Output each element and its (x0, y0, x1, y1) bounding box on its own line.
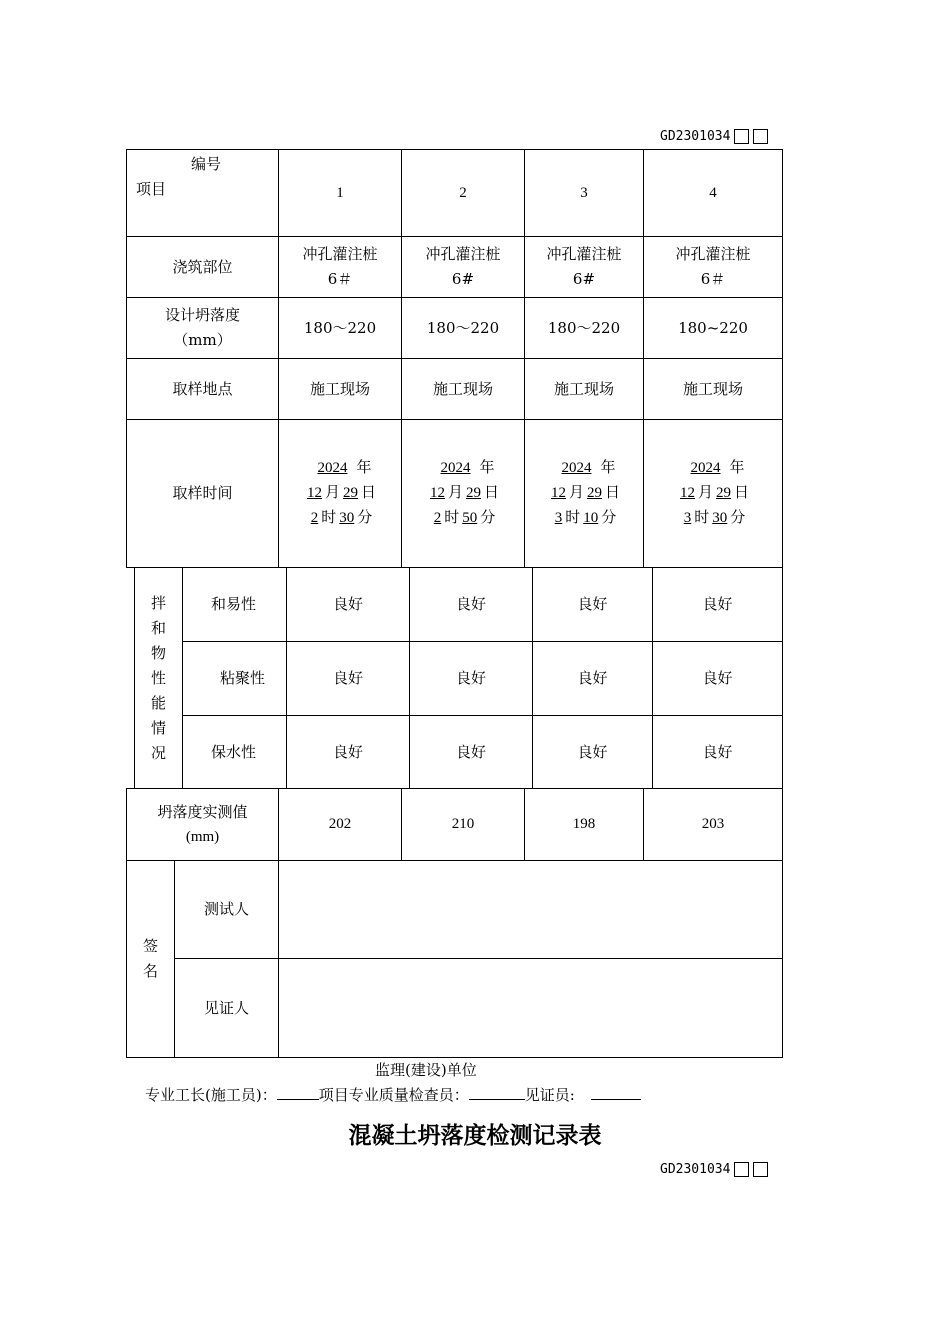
sampling-place-value: 施工现场 (401, 358, 525, 420)
form-code-text: GD2301034 (660, 1162, 731, 1177)
column-header-2: 2 (401, 149, 525, 237)
measured-slump-label-text: 坍落度实测值 (157, 802, 248, 821)
month-unit: 月 (697, 485, 713, 501)
cohesion-label: 粘聚性 (182, 641, 287, 716)
hour-unit: 时 (694, 510, 710, 526)
day-value: 29 (716, 485, 731, 501)
month-value: 12 (429, 485, 445, 501)
hour-value: 2 (310, 510, 319, 526)
measured-slump-value: 202 (278, 788, 402, 861)
water-retention-value: 良好 (652, 715, 783, 789)
minute-value: 50 (462, 510, 478, 526)
sampling-place-value: 施工现场 (524, 358, 644, 420)
measured-slump-unit: (mm) (185, 828, 220, 845)
workability-value: 良好 (532, 567, 653, 642)
workability-label: 和易性 (182, 567, 287, 642)
group-char: 情 (150, 718, 166, 737)
year-value: 2024 (440, 460, 471, 476)
cohesion-value: 良好 (652, 641, 783, 716)
workability-value: 良好 (652, 567, 783, 642)
group-char: 况 (150, 743, 166, 762)
pile-type: 冲孔灌注桩 (675, 245, 751, 263)
year-unit: 年 (600, 460, 616, 476)
year-value: 2024 (561, 460, 592, 476)
month-unit: 月 (568, 485, 584, 501)
inspector-label: 项目专业质量检查员： (318, 1086, 469, 1104)
minute-unit: 分 (601, 510, 617, 526)
hour-unit: 时 (321, 510, 337, 526)
sampling-place-value: 施工现场 (278, 358, 402, 420)
design-slump-value: 180~220 (643, 297, 783, 359)
sampling-place-value: 施工现场 (643, 358, 783, 420)
column-header-1: 1 (278, 149, 402, 237)
item-label: 项目 (136, 180, 167, 198)
hour-unit: 时 (565, 510, 581, 526)
month-value: 12 (550, 485, 566, 501)
group-char: 性 (150, 668, 166, 687)
cohesion-value: 良好 (409, 641, 533, 716)
number-label: 编号 (191, 155, 222, 173)
measured-slump-value: 198 (524, 788, 644, 861)
pile-number: 6# (572, 270, 596, 288)
day-unit: 日 (484, 485, 500, 501)
sampling-time-cell (401, 419, 525, 568)
year-unit: 年 (356, 460, 372, 476)
form-code-bottom (660, 1162, 768, 1177)
workability-value: 良好 (286, 567, 410, 642)
pile-type: 冲孔灌注桩 (546, 245, 622, 263)
minute-value: 30 (712, 510, 728, 526)
water-retention-value: 良好 (286, 715, 410, 789)
group-char: 能 (150, 693, 166, 712)
checkbox-icon[interactable] (734, 1162, 749, 1177)
header-corner-cell (126, 149, 279, 237)
pile-number: 6# (451, 270, 475, 288)
witness-footer-label: 见证员: (524, 1086, 575, 1104)
day-unit: 日 (734, 485, 750, 501)
foreman-blank[interactable] (277, 1085, 319, 1100)
design-slump-label (126, 297, 279, 359)
design-slump-unit: （mm） (173, 331, 232, 349)
year-value: 2024 (317, 460, 348, 476)
minute-unit: 分 (357, 510, 373, 526)
day-value: 29 (587, 485, 602, 501)
column-header-3: 3 (524, 149, 644, 237)
witness-label: 见证人 (174, 958, 279, 1058)
design-slump-label-text: 设计坍落度 (164, 306, 240, 324)
minute-value: 10 (583, 510, 599, 526)
day-unit: 日 (361, 485, 377, 501)
water-retention-value: 良好 (409, 715, 533, 789)
water-retention-value: 良好 (532, 715, 653, 789)
group-char: 物 (150, 643, 166, 662)
tester-signature-field[interactable] (278, 860, 783, 959)
month-unit: 月 (447, 485, 463, 501)
hour-unit: 时 (444, 510, 460, 526)
form-code-text: GD2301034 (660, 129, 731, 144)
hour-value: 3 (554, 510, 563, 526)
pour-location-cell (524, 236, 644, 298)
hour-value: 3 (683, 510, 692, 526)
witness-blank[interactable] (591, 1085, 641, 1100)
minute-unit: 分 (480, 510, 496, 526)
form-code-top (660, 129, 768, 144)
pour-location-cell (278, 236, 402, 298)
measured-slump-value: 210 (401, 788, 525, 861)
pile-type: 冲孔灌注桩 (302, 245, 378, 263)
cohesion-value: 良好 (532, 641, 653, 716)
checkbox-icon[interactable] (734, 129, 749, 144)
pour-location-cell (643, 236, 783, 298)
group-char: 拌 (150, 593, 166, 612)
tester-label: 测试人 (174, 860, 279, 959)
minute-value: 30 (339, 510, 355, 526)
pile-number: 6＃ (700, 270, 726, 288)
year-value: 2024 (690, 460, 721, 476)
design-slump-value: 180～220 (401, 297, 525, 359)
witness-signature-field[interactable] (278, 958, 783, 1058)
sampling-place-label: 取样地点 (126, 358, 279, 420)
sampling-time-cell (643, 419, 783, 568)
mix-properties-group-label (134, 567, 183, 789)
checkbox-icon[interactable] (753, 129, 768, 144)
inspector-blank[interactable] (469, 1085, 525, 1100)
hour-value: 2 (433, 510, 442, 526)
workability-value: 良好 (409, 567, 533, 642)
water-retention-label: 保水性 (182, 715, 287, 789)
pour-location-cell (401, 236, 525, 298)
sampling-time-cell (278, 419, 402, 568)
month-value: 12 (306, 485, 322, 501)
signature-group-label (126, 860, 175, 1058)
pile-type: 冲孔灌注桩 (425, 245, 501, 263)
group-char: 名 (142, 962, 158, 980)
foreman-label: 专业工长(施工员)： (145, 1086, 277, 1104)
day-unit: 日 (605, 485, 621, 501)
cohesion-value: 良好 (286, 641, 410, 716)
design-slump-value: 180～220 (524, 297, 644, 359)
sampling-time-cell (524, 419, 644, 568)
measured-slump-label (126, 788, 279, 861)
measured-slump-value: 203 (643, 788, 783, 861)
column-header-4: 4 (643, 149, 783, 237)
supervisor-unit-label: 监理(建设)单位 (375, 1061, 477, 1079)
year-unit: 年 (479, 460, 495, 476)
minute-unit: 分 (730, 510, 746, 526)
page-title: 混凝土坍落度检测记录表 (348, 1122, 602, 1149)
group-char: 签 (142, 937, 158, 955)
pour-location-label: 浇筑部位 (126, 236, 279, 298)
day-value: 29 (343, 485, 358, 501)
day-value: 29 (466, 485, 481, 501)
year-unit: 年 (729, 460, 745, 476)
signoff-line (145, 1084, 641, 1105)
month-unit: 月 (324, 485, 340, 501)
pile-number: 6＃ (327, 270, 353, 288)
sampling-time-label: 取样时间 (126, 419, 279, 568)
design-slump-value: 180～220 (278, 297, 402, 359)
month-value: 12 (679, 485, 695, 501)
checkbox-icon[interactable] (753, 1162, 768, 1177)
group-char: 和 (150, 618, 166, 637)
